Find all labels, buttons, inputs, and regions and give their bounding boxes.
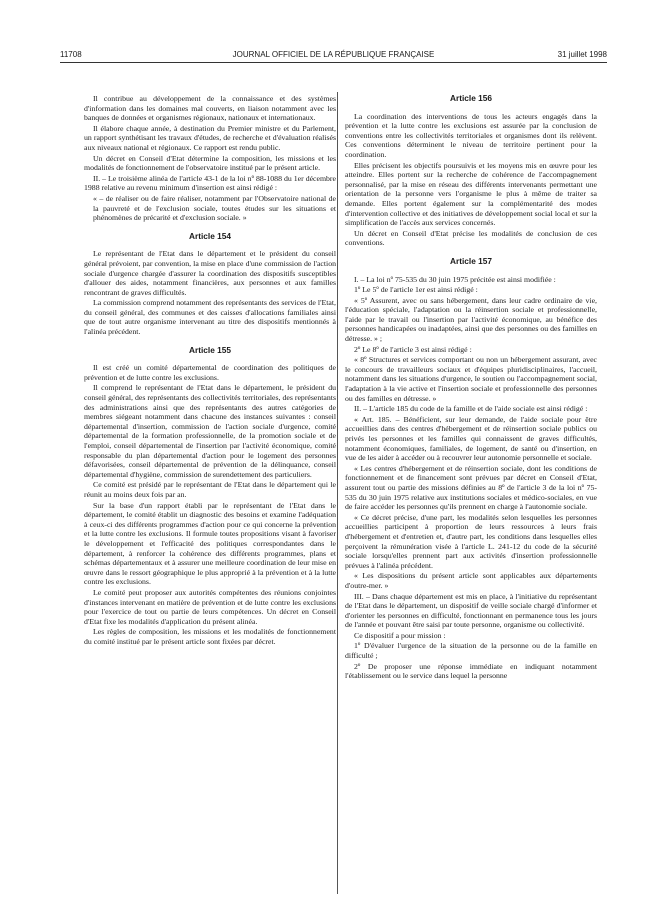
paragraph: Un décret en Conseil d'Etat précise les modalités de conclusion de ces conventions. — [345, 228, 597, 248]
paragraph: 1º Le 5º de l'article 1er est ainsi rédigé : — [354, 285, 478, 295]
paragraph: Le représentant de l'Etat dans le département et le président du conseil général prévoient, par convention, la mise en place d'une commission de l'action sociale d'urgence chargée d'assurer la coordination des dispositifs susceptibles d'allouer des aides, notamment financières, aux personnes et aux familles rencontrant de graves difficultés. — [84, 249, 336, 297]
paragraph: « 8º Structures et services comportant ou non un hébergement assurant, avec le concours de travailleurs sociaux et d'équipes pluridisciplinaires, l'accueil, notamment dans les situations d'urgence, le soutien ou l'accompagnement social, l'adaptation à la vie active et l'insertion sociale et professionnelle des personnes ou des familles en détresse. » — [345, 355, 597, 403]
header-divider — [60, 62, 607, 63]
article-heading: Article 155 — [189, 344, 231, 355]
article-heading: Article 157 — [450, 255, 492, 266]
paragraph: Un décret en Conseil d'Etat détermine la composition, les missions et les modalités de fonctionnement de l'observatoire institué par le présent article. — [84, 153, 336, 173]
paragraph: I. – La loi nº 75-535 du 30 juin 1975 précitée est ainsi modifiée : — [354, 274, 556, 284]
paragraph: Les règles de composition, les missions et les modalités de fonctionnement du comité institué par le présent article sont fixées par décret. — [84, 627, 336, 646]
paragraph: Sur la base d'un rapport établi par le représentant de l'Etat dans le département, le comité établit un diagnostic des besoins et examine l'adéquation à ceux-ci des différents programmes d'action pour ce qui concerne la prévention et la lutte contre les exclusions. Il formule toutes propositions visant à favoriser le développement et l'efficacité des politiques correspondantes dans le département, à renforcer la cohérence des différents programmes, plans et schémas départementaux et à assurer une meilleure coordination de leur mise en œuvre dans le ressort géographique le plus approprié à la prévention et à la lutte contre les exclusions. — [84, 500, 336, 587]
paragraph: Il contribue au développement de la connaissance et des systèmes d'information dans les domaines mal couverts, en liaison notamment avec les banques de données et organismes régionaux, nationaux et internationaux. — [84, 94, 336, 123]
paragraph: Ce comité est présidé par le représentant de l'Etat dans le département qui le réunit au moins deux fois par an. — [84, 480, 336, 499]
paragraph: 2º Le 8º de l'article 3 est ainsi rédigé : — [354, 344, 472, 354]
paragraph: Le comité peut proposer aux autorités compétentes des réunions conjointes d'instances intervenant en matière de prévention et de lutte contre les exclusions pour l'exercice de tout ou partie de leurs compétences. Un décret en Conseil d'Etat fixe les modalités d'application du présent alinéa. — [84, 587, 336, 626]
paragraph: « Ce décret précise, d'une part, les modalités selon lesquelles les personnes accueillies participent à proportion de leurs ressources à leurs frais d'hébergement et d'entretien et, d'autre part, les conditions dans lesquelles elles perçoivent la rémunération visée à l'article L. 241-12 du code de la sécurité sociale lorsqu'elles prennent part aux activités d'insertion professionnelle prévues à l'alinéa précédent. — [345, 512, 597, 570]
paragraph: Il comprend le représentant de l'Etat dans le département, le président du conseil général, des représentants des collectivités territoriales, des représentants des administrations ainsi que des représentants des autres catégories de membres siégeant notamment dans chacune des instances suivantes : conseil départemental d'insertion, commission de l'action sociale d'urgence, comité départemental de la formation professionnelle, de la promotion sociale et de l'emploi, conseil départemental de l'insertion par l'activité économique, comité responsable du plan départemental d'action pour le logement des personnes défavorisées, conseil départemental de prévention de la délinquance, conseil départemental d'hygiène, commission de surendettement des particuliers. — [84, 383, 336, 479]
paragraph: III. – Dans chaque département est mis en place, à l'initiative du représentant de l'Etat dans le département, un dispositif de veille sociale chargé d'informer et d'orienter les personnes en difficulté, fonctionnant en permanence tous les jours de l'année et pouvant être saisi par toute personne, organisme ou collectivité. — [345, 591, 597, 630]
paragraph: II. – L'article 185 du code de la famille et de l'aide sociale est ainsi rédigé : — [354, 404, 588, 414]
right-text-column — [345, 94, 597, 682]
left-text-column — [84, 94, 336, 647]
paragraph: La coordination des interventions de tous les acteurs engagés dans la prévention et la lutte contre les exclusions est assurée par la conclusion de conventions entre les collectivités territoriales et organismes dont ils relèvent. Ces conventions déterminent le niveau de territoire pertinent pour la coordination. — [345, 111, 597, 159]
article-heading: Article 156 — [450, 93, 492, 103]
paragraph: Elles précisent les objectifs poursuivis et les moyens mis en œuvre pour les atteindre. Elles portent sur la recherche de cohérence de l'accompagnement personnalisé, par la mise en réseau des différents intervenants permettant une orientation de la personne vers l'organisme le plus à même de traiter sa demande. Elles portent également sur la complémentarité des modes d'intervention collective et des initiatives de développement social local et sur la simplification de l'accès aux services concernés. — [345, 160, 597, 228]
paragraph: « – de réaliser ou de faire réaliser, notamment par l'Observatoire national de la pauvreté et de l'exclusion sociale, toutes études sur les situations et phénomènes de précarité et d'exclusion sociale. » — [93, 193, 336, 223]
column-divider — [337, 92, 338, 894]
paragraph: Ce dispositif a pour mission : — [354, 630, 446, 640]
paragraph: II. – Le troisième alinéa de l'article 43-1 de la loi nº 88-1088 du 1er décembre 1988 relative au revenu minimum d'insertion est ainsi rédigé : — [84, 173, 336, 193]
paragraph: « Art. 185. – Bénéficient, sur leur demande, de l'aide sociale pour être accueillies dans des centres d'hébergement et de réinsertion sociale publics ou privés les personnes et les familles qui connaissent de graves difficultés, notamment économiques, familiales, de logement, de santé ou d'insertion, en vue de les aider à accéder ou à recouvrer leur autonomie personnelle et sociale. — [345, 414, 597, 463]
publication-date: 31 juillet 1998 — [557, 50, 607, 59]
paragraph: « 5º Assurent, avec ou sans hébergement, dans leur cadre ordinaire de vie, l'éducation spéciale, l'adaptation ou la réinsertion sociale et professionnelle, l'aide par le travail ou l'insertion par l'activité économique, au bénéfice des personnes handicapées ou inadaptées, ainsi que des personnes ou des familles en détresse. » ; — [345, 295, 597, 344]
paragraph: La commission comprend notamment des représentants des services de l'Etat, du conseil général, des communes et des caisses d'allocations familiales ainsi que de tout autre organisme intervenant au titre des dispositifs mentionnés à l'alinéa précédent. — [84, 298, 336, 337]
paragraph: 2º De proposer une réponse immédiate en indiquant notamment l'établissement ou le service dans lequel la personne — [345, 661, 597, 681]
article-heading: Article 154 — [189, 230, 231, 241]
paragraph: « Les centres d'hébergement et de réinsertion sociale, dont les conditions de fonctionnement et de financement sont prévues par décret en Conseil d'Etat, assurent tout ou partie des missions définies au 8º de l'article 3 de la loi nº 75-535 du 30 juin 1975 relative aux institutions sociales et médico-sociales, en vue de faire accéder les personnes qu'ils prennent en charge à l'autonomie sociale. — [345, 463, 597, 512]
journal-title: JOURNAL OFFICIEL DE LA RÉPUBLIQUE FRANÇAISE — [232, 50, 435, 59]
paragraph: « Les dispositions du présent article sont applicables aux départements d'outre-mer. » — [345, 571, 597, 590]
page-number: 11708 — [60, 50, 82, 59]
paragraph: Il est créé un comité départemental de coordination des politiques de prévention et de lutte contre les exclusions. — [84, 363, 336, 382]
paragraph: 1º D'évaluer l'urgence de la situation de la personne ou de la famille en difficulté ; — [345, 641, 597, 661]
paragraph: Il élabore chaque année, à destination du Premier ministre et du Parlement, un rapport synthétisant les travaux d'études, de recherche et d'évaluation réalisés aux niveaux national et régionaux. Ce rapport est rendu public. — [84, 123, 336, 152]
